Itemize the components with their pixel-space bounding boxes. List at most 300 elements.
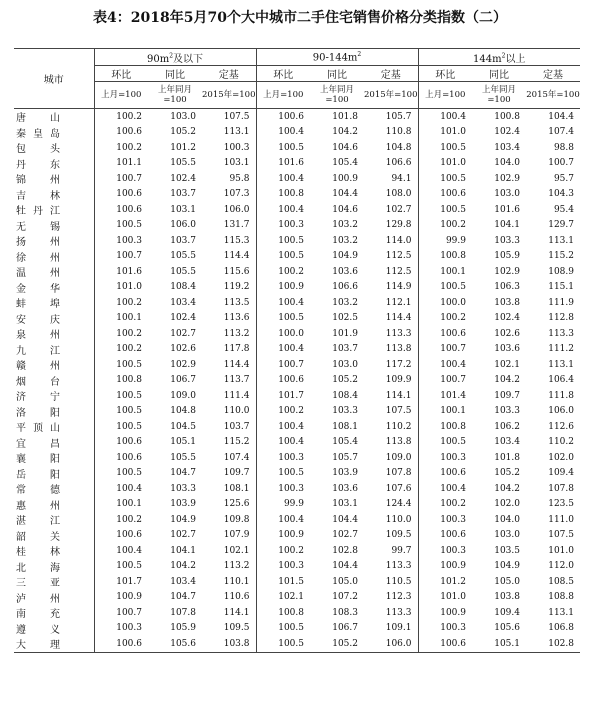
value-cell: 99.7 — [364, 543, 418, 559]
value-cell: 100.6 — [116, 189, 142, 200]
value-cell: 115.1 — [548, 282, 574, 293]
city-cell — [14, 543, 94, 559]
value-cell: 101.6 — [494, 204, 520, 215]
value-cell: 105.9 — [170, 623, 196, 634]
city-name: 泉 州 — [16, 330, 60, 342]
value-cell: 100.5 — [256, 636, 310, 652]
value-cell: 112.1 — [364, 295, 418, 311]
value-cell: 100.5 — [278, 623, 304, 634]
city-cell — [14, 435, 94, 451]
value-cell: 105.7 — [364, 109, 418, 125]
table-row — [14, 280, 580, 296]
value-cell: 129.8 — [364, 218, 418, 234]
city-name: 牡 丹 江 — [16, 206, 60, 218]
value-cell: 104.3 — [548, 189, 574, 200]
value-cell: 110.2 — [364, 419, 418, 435]
value-cell: 100.8 — [116, 375, 142, 386]
value-cell: 107.5 — [548, 530, 574, 541]
value-cell: 100.9 — [440, 561, 466, 572]
value-cell: 108.1 — [332, 421, 358, 432]
value-cell: 103.4 — [494, 142, 520, 153]
value-cell: 100.8 — [440, 251, 466, 262]
value-cell: 103.3 — [332, 406, 358, 417]
value-cell: 108.4 — [170, 282, 196, 293]
value-cell: 100.6 — [116, 437, 142, 448]
value-cell: 106.0 — [170, 220, 196, 231]
city-cell — [14, 404, 94, 420]
value-cell: 104.7 — [170, 468, 196, 479]
value-cell: 104.6 — [332, 142, 358, 153]
value-cell: 104.2 — [494, 483, 520, 494]
value-cell: 109.4 — [548, 468, 574, 479]
value-cell: 99.9 — [445, 235, 466, 246]
value-cell: 109.8 — [202, 512, 256, 528]
value-cell: 105.4 — [332, 158, 358, 169]
value-cell: 117.2 — [364, 357, 418, 373]
value-cell: 103.0 — [170, 111, 196, 122]
value-cell: 106.7 — [170, 375, 196, 386]
value-cell: 100.3 — [116, 235, 142, 246]
table-row — [14, 202, 580, 218]
value-cell: 100.4 — [278, 421, 304, 432]
value-cell: 104.4 — [548, 111, 574, 122]
city-cell — [14, 233, 94, 249]
value-cell: 103.2 — [332, 297, 358, 308]
value-cell: 100.5 — [116, 390, 142, 401]
value-cell: 106.2 — [494, 421, 520, 432]
table-row — [14, 125, 580, 141]
value-cell: 100.5 — [278, 468, 304, 479]
value-cell: 110.0 — [202, 404, 256, 420]
value-cell: 100.9 — [332, 173, 358, 184]
value-cell: 100.5 — [116, 468, 142, 479]
table-row — [14, 109, 580, 125]
city-name: 九 江 — [16, 345, 60, 357]
city-name: 蚌 埠 — [16, 299, 60, 311]
value-cell: 113.1 — [548, 359, 574, 370]
price-index-table — [14, 48, 580, 653]
value-cell: 100.5 — [116, 561, 142, 572]
city-cell — [14, 187, 94, 203]
subheader-mom: 环比 — [418, 66, 472, 82]
value-cell: 102.9 — [494, 173, 520, 184]
value-cell: 100.5 — [440, 204, 466, 215]
value-cell: 107.5 — [364, 404, 418, 420]
subheader-mom: 环比 — [94, 66, 148, 82]
value-cell: 100.0 — [278, 328, 304, 339]
value-cell: 102.1 — [278, 592, 304, 603]
value-cell: 115.2 — [548, 251, 574, 262]
value-cell: 105.2 — [310, 636, 364, 652]
table-row — [14, 326, 580, 342]
value-cell: 101.9 — [332, 328, 358, 339]
value-cell: 106.3 — [494, 282, 520, 293]
table-row — [14, 249, 580, 265]
value-cell: 100.1 — [440, 266, 466, 277]
value-cell: 109.7 — [202, 466, 256, 482]
group-header-large: $144m^2$以上 — [418, 49, 580, 66]
value-cell: 100.4 — [440, 359, 466, 370]
value-cell: 104.5 — [170, 421, 196, 432]
value-cell: 100.8 — [440, 421, 466, 432]
city-cell — [14, 481, 94, 497]
value-cell: 102.4 — [170, 173, 196, 184]
value-cell: 106.6 — [332, 282, 358, 293]
value-cell: 113.1 — [202, 125, 256, 141]
value-cell: 107.9 — [202, 528, 256, 544]
value-cell: 112.8 — [548, 313, 574, 324]
value-cell: 100.1 — [116, 499, 142, 510]
city-cell — [14, 528, 94, 544]
value-cell: 105.7 — [332, 452, 358, 463]
table-row — [14, 419, 580, 435]
value-cell: 100.2 — [278, 406, 304, 417]
value-cell: 103.4 — [170, 297, 196, 308]
value-cell: 100.6 — [278, 375, 304, 386]
value-cell: 100.5 — [440, 282, 466, 293]
value-cell: 100.7 — [440, 344, 466, 355]
value-cell: 100.7 — [116, 251, 142, 262]
city-name: 泸 州 — [16, 593, 60, 605]
value-cell: 113.2 — [202, 326, 256, 342]
value-cell: 102.4 — [170, 313, 196, 324]
base-label-month: 上月=100 — [418, 82, 472, 109]
value-cell: 100.2 — [116, 514, 142, 525]
value-cell: 107.8 — [170, 607, 196, 618]
table-row — [14, 543, 580, 559]
value-cell: 100.3 — [278, 452, 304, 463]
city-name: 徐 州 — [16, 252, 60, 264]
city-name: 遵 义 — [16, 624, 60, 636]
value-cell: 100.3 — [278, 561, 304, 572]
value-cell: 100.5 — [116, 220, 142, 231]
value-cell: 104.9 — [170, 514, 196, 525]
value-cell: 100.8 — [278, 189, 304, 200]
value-cell: 103.7 — [332, 344, 358, 355]
subheader-mom: 环比 — [256, 66, 310, 82]
value-cell: 102.7 — [364, 202, 418, 218]
value-cell: 95.4 — [553, 204, 574, 215]
city-name: 金 华 — [16, 283, 60, 295]
value-cell: 103.7 — [170, 235, 196, 246]
value-cell: 100.6 — [116, 452, 142, 463]
value-cell: 100.6 — [440, 468, 466, 479]
value-cell: 95.8 — [202, 171, 256, 187]
value-cell: 123.5 — [548, 499, 574, 510]
value-cell: 100.7 — [548, 158, 574, 169]
value-cell: 113.6 — [202, 311, 256, 327]
city-cell — [14, 171, 94, 187]
value-cell: 100.4 — [278, 297, 304, 308]
value-cell: 107.5 — [202, 109, 256, 125]
value-cell: 114.4 — [364, 311, 418, 327]
table-row — [14, 466, 580, 482]
value-cell: 100.5 — [278, 313, 304, 324]
value-cell: 100.5 — [116, 359, 142, 370]
value-cell: 112.0 — [548, 561, 574, 572]
value-cell: 100.4 — [278, 344, 304, 355]
value-cell: 124.4 — [364, 497, 418, 513]
value-cell: 100.6 — [278, 111, 304, 122]
value-cell: 100.2 — [278, 266, 304, 277]
city-cell — [14, 636, 94, 652]
city-name: 平 顶 山 — [16, 423, 60, 435]
value-cell: 108.3 — [332, 607, 358, 618]
city-cell — [14, 202, 94, 218]
value-cell: 101.4 — [440, 390, 466, 401]
city-cell — [14, 218, 94, 234]
group-header-medium: $90-144m^2$ — [256, 49, 418, 66]
table-row — [14, 342, 580, 358]
city-name: 无 锡 — [16, 221, 60, 233]
value-cell: 112.5 — [364, 264, 418, 280]
subheader-base: 定基 — [526, 66, 580, 82]
value-cell: 109.9 — [364, 373, 418, 389]
city-name: 锦 州 — [16, 175, 60, 187]
city-name: 安 庆 — [16, 314, 60, 326]
value-cell: 102.4 — [494, 127, 520, 138]
city-name: 烟 台 — [16, 376, 60, 388]
city-cell — [14, 311, 94, 327]
base-label-2015: 2015年=100 — [202, 82, 256, 109]
table-row — [14, 512, 580, 528]
value-cell: 106.0 — [364, 636, 418, 652]
value-cell: 100.6 — [440, 189, 466, 200]
value-cell: 103.8 — [494, 592, 520, 603]
value-cell: 109.1 — [364, 621, 418, 637]
value-cell: 94.1 — [364, 171, 418, 187]
city-cell — [14, 140, 94, 156]
value-cell: 100.5 — [440, 142, 466, 153]
value-cell: 100.5 — [278, 235, 304, 246]
city-name: 惠 州 — [16, 500, 60, 512]
value-cell: 103.0 — [494, 530, 520, 541]
value-cell: 113.8 — [364, 435, 418, 451]
value-cell: 100.3 — [202, 140, 256, 156]
value-cell: 103.1 — [170, 204, 196, 215]
value-cell: 101.0 — [440, 592, 466, 603]
table-title: 表4：2018年5月70个大中城市二手住宅销售价格分类指数（二） — [93, 10, 507, 26]
value-cell: 104.1 — [170, 545, 196, 556]
value-cell: 100.5 — [116, 421, 142, 432]
value-cell: 104.2 — [170, 561, 196, 572]
value-cell: 101.0 — [116, 282, 142, 293]
value-cell: 100.4 — [440, 483, 466, 494]
value-cell: 102.7 — [170, 328, 196, 339]
value-cell: 102.5 — [332, 313, 358, 324]
value-cell: 101.2 — [440, 576, 466, 587]
value-cell: 100.3 — [116, 623, 142, 634]
value-cell: 112.5 — [364, 249, 418, 265]
city-cell — [14, 559, 94, 575]
value-cell: 104.2 — [494, 375, 520, 386]
base-label-year: 上年同月=100 — [310, 82, 364, 109]
value-cell: 103.1 — [332, 499, 358, 510]
value-cell: 113.3 — [364, 326, 418, 342]
city-name: 吉 林 — [16, 190, 60, 202]
value-cell: 113.1 — [548, 607, 574, 618]
city-cell — [14, 249, 94, 265]
table-header — [14, 49, 580, 109]
value-cell: 104.6 — [332, 204, 358, 215]
value-cell: 105.1 — [472, 636, 526, 652]
value-cell: 106.6 — [364, 156, 418, 172]
value-cell: 100.1 — [116, 313, 142, 324]
city-cell — [14, 109, 94, 125]
table-row — [14, 171, 580, 187]
subheader-yoy: 同比 — [310, 66, 364, 82]
base-label-month: 上月=100 — [256, 82, 310, 109]
value-cell: 113.7 — [202, 373, 256, 389]
table-row — [14, 559, 580, 575]
table-row — [14, 528, 580, 544]
table-row — [14, 373, 580, 389]
value-cell: 105.6 — [148, 636, 202, 652]
value-cell: 114.4 — [202, 357, 256, 373]
value-cell: 114.1 — [202, 605, 256, 621]
table-row — [14, 156, 580, 172]
value-cell: 129.7 — [548, 220, 574, 231]
value-cell: 114.0 — [364, 233, 418, 249]
city-name: 桂 林 — [16, 547, 60, 559]
city-cell — [14, 295, 94, 311]
value-cell: 125.6 — [202, 497, 256, 513]
city-name: 南 充 — [16, 609, 60, 621]
value-cell: 101.5 — [278, 576, 304, 587]
table-row — [14, 357, 580, 373]
value-cell: 101.0 — [440, 127, 466, 138]
value-cell: 105.0 — [332, 576, 358, 587]
table-row — [14, 404, 580, 420]
value-cell: 100.7 — [278, 359, 304, 370]
value-cell: 104.4 — [332, 561, 358, 572]
value-cell: 104.9 — [332, 251, 358, 262]
value-cell: 109.0 — [170, 390, 196, 401]
value-cell: 105.5 — [170, 251, 196, 262]
value-cell: 101.7 — [116, 576, 142, 587]
value-cell: 100.5 — [278, 251, 304, 262]
city-cell — [14, 388, 94, 404]
value-cell: 100.5 — [440, 437, 466, 448]
value-cell: 103.9 — [170, 499, 196, 510]
value-cell: 95.7 — [553, 173, 574, 184]
value-cell: 114.1 — [364, 388, 418, 404]
value-cell: 108.5 — [548, 576, 574, 587]
value-cell: 103.1 — [202, 156, 256, 172]
value-cell: 100.3 — [440, 545, 466, 556]
value-cell: 110.0 — [364, 512, 418, 528]
city-name: 扬 州 — [16, 237, 60, 249]
table-row — [14, 311, 580, 327]
value-cell: 104.9 — [494, 561, 520, 572]
value-cell: 100.3 — [440, 623, 466, 634]
value-cell: 108.8 — [548, 592, 574, 603]
value-cell: 103.0 — [494, 189, 520, 200]
value-cell: 101.2 — [170, 142, 196, 153]
city-name: 大 理 — [16, 640, 60, 652]
city-cell — [14, 621, 94, 637]
subheader-base: 定基 — [364, 66, 418, 82]
city-name: 包 头 — [16, 144, 60, 156]
city-name: 湛 江 — [16, 516, 60, 528]
value-cell: 101.6 — [278, 158, 304, 169]
value-cell: 113.2 — [202, 559, 256, 575]
value-cell: 104.8 — [170, 406, 196, 417]
value-cell: 100.1 — [440, 406, 466, 417]
value-cell: 110.6 — [202, 590, 256, 606]
value-cell: 104.0 — [494, 158, 520, 169]
value-cell: 103.7 — [170, 189, 196, 200]
city-cell — [14, 342, 94, 358]
value-cell: 100.4 — [278, 173, 304, 184]
value-cell: 110.5 — [364, 574, 418, 590]
value-cell: 109.5 — [202, 621, 256, 637]
value-cell: 117.8 — [202, 342, 256, 358]
table-row — [14, 481, 580, 497]
value-cell: 105.9 — [494, 251, 520, 262]
table-row — [14, 388, 580, 404]
value-cell: 105.4 — [332, 437, 358, 448]
value-cell: 100.9 — [278, 282, 304, 293]
value-cell: 100.2 — [278, 545, 304, 556]
value-cell: 113.1 — [548, 235, 574, 246]
value-cell: 115.3 — [202, 233, 256, 249]
table-row — [14, 264, 580, 280]
value-cell: 103.7 — [202, 419, 256, 435]
value-cell: 109.4 — [494, 607, 520, 618]
value-cell: 103.6 — [494, 344, 520, 355]
value-cell: 100.4 — [278, 514, 304, 525]
value-cell: 107.3 — [202, 187, 256, 203]
value-cell: 115.2 — [202, 435, 256, 451]
value-cell: 100.2 — [440, 499, 466, 510]
value-cell: 100.3 — [440, 514, 466, 525]
value-cell: 111.0 — [548, 514, 574, 525]
value-cell: 105.2 — [332, 375, 358, 386]
value-cell: 105.1 — [170, 437, 196, 448]
value-cell: 100.7 — [116, 607, 142, 618]
city-name: 济 宁 — [16, 392, 60, 404]
value-cell: 103.3 — [494, 235, 520, 246]
value-cell: 100.3 — [440, 452, 466, 463]
value-cell: 104.4 — [332, 514, 358, 525]
table-row — [14, 295, 580, 311]
value-cell: 107.2 — [332, 592, 358, 603]
value-cell: 100.2 — [116, 142, 142, 153]
value-cell: 108.4 — [332, 390, 358, 401]
value-cell: 102.0 — [548, 452, 574, 463]
value-cell: 103.5 — [494, 545, 520, 556]
value-cell: 113.3 — [364, 559, 418, 575]
table-row — [14, 605, 580, 621]
value-cell: 105.6 — [494, 623, 520, 634]
value-cell: 100.8 — [494, 111, 520, 122]
value-cell: 100.2 — [440, 313, 466, 324]
city-name: 赣 州 — [16, 361, 60, 373]
table-row — [14, 450, 580, 466]
value-cell: 100.6 — [440, 328, 466, 339]
value-cell: 101.6 — [116, 266, 142, 277]
value-cell: 100.0 — [440, 297, 466, 308]
value-cell: 103.0 — [332, 359, 358, 370]
city-name: 秦 皇 岛 — [16, 128, 60, 140]
value-cell: 110.2 — [548, 437, 574, 448]
value-cell: 102.8 — [332, 545, 358, 556]
base-label-2015: 2015年=100 — [364, 82, 418, 109]
value-cell: 100.4 — [278, 204, 304, 215]
value-cell: 106.4 — [548, 375, 574, 386]
city-name: 常 德 — [16, 485, 60, 497]
